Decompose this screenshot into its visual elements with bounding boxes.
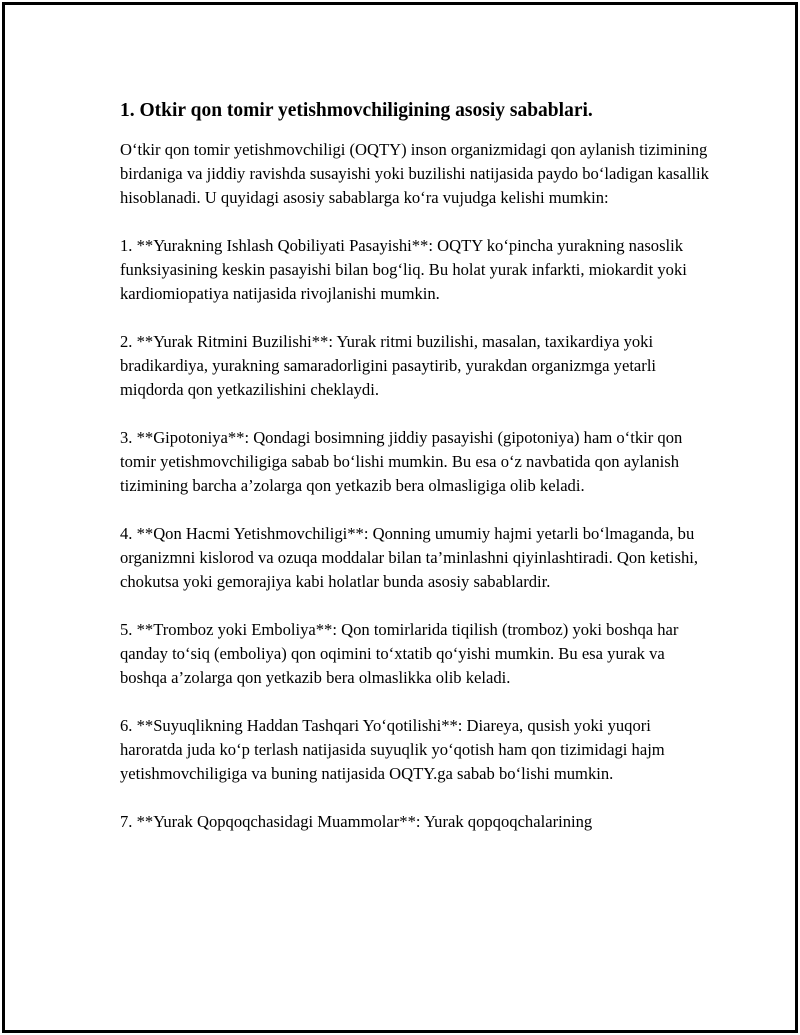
intro-paragraph: O‘tkir qon tomir yetishmovchiligi (OQTY) inson organizmidagi qon aylanish tizimining birdaniga va jiddiy ravishda susayishi yoki buzilishi natijasida paydo bo‘ladigan kasallik hisoblanadi. U quyidagi asosiy sabablarga ko‘ra vujudga kelishi mumkin: — [120, 140, 709, 207]
cause-paragraph-1: 1. **Yurakning Ishlash Qobiliyati Pasayishi**: OQTY ko‘pincha yurakning nasoslik funksiyasining keskin pasayishi bilan bog‘liq. Bu holat yurak infarkti, miokardit yoki kardiomiopatiya natijasida rivojlanishi mumkin. — [120, 236, 687, 303]
page-border — [2, 2, 798, 1033]
cause-paragraph-7: 7. **Yurak Qopqoqchasidagi Muammolar**: Yurak qopqoqchalarining — [120, 812, 593, 831]
cause-paragraph-6: 6. **Suyuqlikning Haddan Tashqari Yo‘qotilishi**: Diareya, qusish yoki yuqori haroratda juda ko‘p terlash natijasida suyuqlik yo‘qotish ham qon tizimidagi hajm yetishmovchiligiga va buning natijasida OQTY.ga sabab bo‘lishi mumkin. — [120, 716, 665, 783]
cause-paragraph-2: 2. **Yurak Ritmini Buzilishi**: Yurak ritmi buzilishi, masalan, taxikardiya yoki bradikardiya, yurakning samaradorligini pasaytirib, yurakdan organizmga yetarli miqdorda qon yetkazilishini cheklaydi. — [120, 332, 657, 399]
cause-paragraph-3: 3. **Gipotoniya**: Qondagi bosimning jiddiy pasayishi (gipotoniya) ham o‘tkir qon tomir yetishmovchiligiga sabab bo‘lishi mumkin. Bu esa o‘z navbatida qon aylanish tizimining barcha a’zolarga qon yetkazib bera olmasligiga olib keladi. — [120, 428, 683, 495]
cause-paragraph-5: 5. **Tromboz yoki Emboliya**: Qon tomirlarida tiqilish (tromboz) yoki boshqa har qanday to‘siq (emboliya) qon oqimini to‘xtatib qo‘yishi mumkin. Bu esa yurak va boshqa a’zolarga qon yetkazib bera olmaslikka olib keladi. — [120, 620, 679, 687]
cause-paragraph-4: 4. **Qon Hacmi Yetishmovchiligi**: Qonning umumiy hajmi yetarli bo‘lmaganda, bu organizmni kislorod va ozuqa moddalar bilan ta’minlashni qiyinlashtiradi. Qon ketishi, chokutsa yoki gemorajiya kabi holatlar bunda asosiy sabablardir. — [120, 524, 699, 591]
document-body — [120, 98, 710, 858]
document-heading: 1. Otkir qon tomir yetishmovchiligining asosiy sabablari. — [120, 100, 593, 121]
